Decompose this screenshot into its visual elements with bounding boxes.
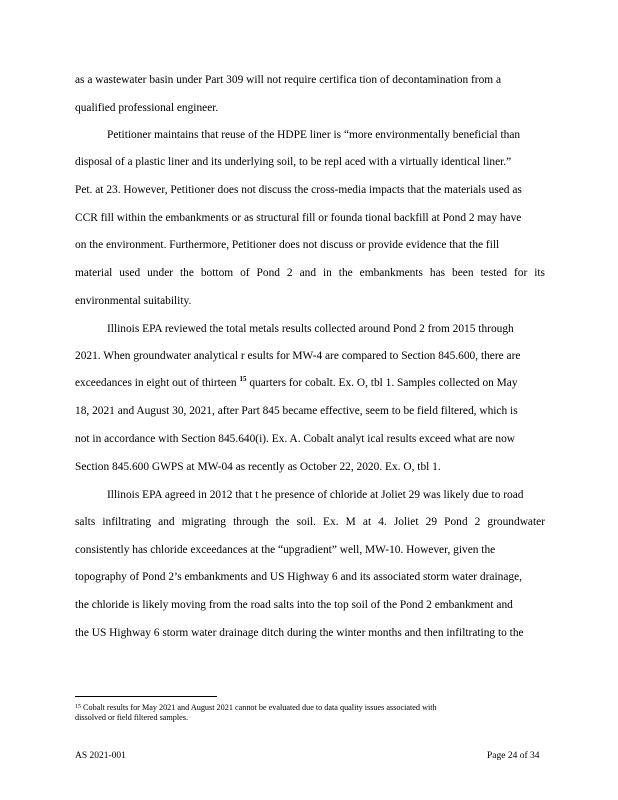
body-line: salts infiltrating and migrating through the soil. Ex. M at 4. Joliet 29 Pond 2 groundwater (75, 516, 545, 528)
body-line: on the environment. Furthermore, Petitioner does not discuss or provide evidence that the fill (75, 239, 500, 251)
body-line: consistently has chloride exceedances at the “upgradient” well, MW-10. However, given the (75, 544, 496, 556)
body-line: Illinois EPA agreed in 2012 that t he presence of chloride at Joliet 29 was likely due to road (107, 489, 524, 501)
body-line: not in accordance with Section 845.640(i). Ex. A. Cobalt analyt ical results exceed what are now (75, 433, 515, 445)
body-line: topography of Pond 2’s embankments and US Highway 6 and its associated storm water drainage, (75, 571, 522, 583)
body-line: the chloride is likely moving from the road salts into the top soil of the Pond 2 embankment and (75, 599, 513, 611)
page-number: Page 24 of 34 (487, 751, 540, 761)
body-line: CCR fill within the embankments or as structural fill or founda tional backfill at Pond 2 may have (75, 212, 522, 224)
footnote-reference: 15 (239, 375, 247, 383)
body-line: environmental suitability. (75, 295, 192, 307)
body-line: disposal of a plastic liner and its underlying soil, to be repl aced with a virtually identical liner.” (75, 156, 512, 168)
body-line: the US Highway 6 storm water drainage ditch during the winter months and then infiltrating to the (75, 627, 524, 639)
footnote-text: Cobalt results for May 2021 and August 2021 cannot be evaluated due to data quality issues associated with (81, 703, 437, 712)
footnote-continuation: dissolved or field filtered samples. (75, 713, 189, 722)
body-line: Petitioner maintains that reuse of the HDPE liner is “more environmentally beneficial than (107, 129, 521, 141)
footnote-number: 15 (75, 704, 81, 710)
body-line: Illinois EPA reviewed the total metals results collected around Pond 2 from 2015 through (107, 323, 514, 335)
docket-number: AS 2021-001 (75, 751, 126, 761)
body-line: 18, 2021 and August 30, 2021, after Part 845 became effective, seem to be field filtered, which is (75, 405, 518, 417)
body-line-text: exceedances in eight out of thirteen (75, 377, 240, 389)
body-line-text: quarters for cobalt. Ex. O, tbl 1. Samples collected on May (246, 377, 518, 389)
body-line: 2021. When groundwater analytical r esults for MW-4 are compared to Section 845.600, there are (75, 350, 521, 362)
body-line: qualified professional engineer. (75, 102, 219, 114)
body-line: Pet. at 23. However, Petitioner does not discuss the cross-media impacts that the materials used as (75, 184, 522, 196)
body-line: as a wastewater basin under Part 309 will not require certifica tion of decontamination from a (75, 74, 502, 86)
body-line (75, 376, 518, 390)
footnote (75, 702, 437, 713)
body-line: material used under the bottom of Pond 2 and in the embankments has been tested for its (75, 267, 545, 279)
body-line: Section 845.600 GWPS at MW-04 as recently as October 22, 2020. Ex. O, tbl 1. (75, 461, 441, 473)
footnote-separator (75, 696, 217, 697)
